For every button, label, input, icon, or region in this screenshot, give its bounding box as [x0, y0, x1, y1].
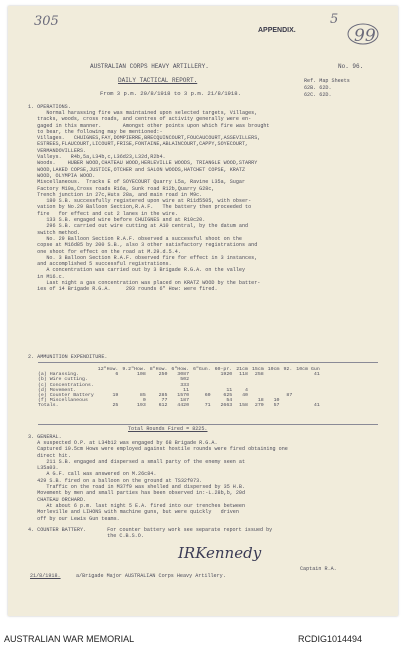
table-cell: 0	[142, 398, 146, 404]
operations-line: Factory M10a,Cross roads R16a, Sunk road R12b,Quarry G28c,	[28, 185, 215, 192]
general-line: At about 6 p.m. last night 5 E.A. fired into our trenches between	[28, 502, 246, 509]
operations-line: WOOD,LAKED COPSE,JUSTICE,OTCHER and SALON WOODS,HATCHET COPSE, KRATZ	[28, 166, 246, 173]
table-cell	[281, 403, 294, 408]
table-cell: 11	[226, 387, 233, 393]
ref-map-label: Ref. Map Sheets	[304, 78, 350, 84]
appendix-stamp: APPENDIX.	[258, 27, 296, 34]
table-cell: 1570	[177, 393, 190, 399]
signature-date: 21/8/1918.	[30, 573, 61, 579]
operations-line: No. 29 Balloon Section R.A.F. observed a successful shoot on the	[28, 235, 242, 242]
column-header: 10cm	[267, 367, 280, 372]
operations-line: copse at M16d85 by 200 S.B., also 3 other satisfactory registrations and	[28, 242, 258, 249]
table-cell: 11	[183, 387, 190, 393]
ammunition-table	[38, 367, 322, 409]
general-line: direct hit.	[28, 452, 71, 459]
operations-line: fire for effect and cut 2 lanes in the wire.	[28, 210, 178, 217]
row-label: (a) Harassing.	[38, 372, 80, 378]
ref-map-row1: 62B. 62D.	[304, 85, 332, 91]
report-number: No. 96.	[338, 63, 364, 70]
general-body	[28, 440, 288, 522]
operations-line: gaged in this manner. Amongst other points upon which fire was brought	[28, 122, 270, 129]
table-cell: 118	[239, 372, 248, 378]
table-cell: 250	[158, 372, 168, 378]
general-line: 211 S.B. engaged and dispersed a small party of the enemy seen at	[28, 458, 246, 465]
column-header: 15cm	[251, 367, 264, 372]
page-number: 99	[354, 26, 376, 46]
signatory-rank: Captain R.A.	[300, 566, 337, 572]
table-cell: 57	[273, 403, 280, 409]
column-header: 6"How.	[171, 367, 190, 372]
column-header: 12"How.	[97, 367, 119, 372]
table-cell: 2663	[220, 403, 233, 409]
row-label: (d) Movement.	[38, 387, 77, 393]
operations-heading: 1. OPERATIONS.	[28, 104, 71, 110]
handwritten-reference: 305	[34, 14, 59, 29]
ref-map-row2: 62C. 62D.	[304, 92, 332, 98]
table-cell: 40	[242, 393, 248, 399]
operations-line: and accomplished 5 successful registrations.	[28, 261, 172, 268]
column-header: 21cm	[236, 367, 248, 372]
general-line: Traffic on the road in M37f9 was shelled and dispersed by 35 H.B.	[28, 484, 246, 491]
unit-title: AUSTRALIAN CORPS HEAVY ARTILLERY.	[90, 63, 209, 70]
table-cell: 612	[158, 403, 168, 409]
column-header: 10cm Gun	[296, 367, 320, 372]
row-label: (f) Miscellaneous	[38, 398, 88, 404]
general-line: 429 S.B. fired on a balloon on the ground at TS32f073.	[28, 477, 203, 484]
operations-line: 296 S.B. carried out wire cutting at A10 central, by the datum and	[28, 223, 249, 230]
table-cell: 85	[139, 393, 146, 399]
general-line: A G.F. call was answered on M.26c84.	[28, 471, 157, 478]
operations-line: Last night a gas concentration was placed on KRATZ WOOD by the batter-	[28, 280, 261, 287]
general-heading: 3. GENERAL.	[28, 434, 62, 440]
operations-line: 133 S.B. engaged wire before CHUIGNES and at R10c20.	[28, 217, 206, 224]
table-rule-top	[38, 362, 378, 363]
general-line: off by our Lewis Gun teams.	[28, 515, 120, 522]
page-number-circle-icon	[346, 22, 380, 46]
operations-line: to bear, the following may be mentioned:-	[28, 128, 163, 135]
report-period: From 3 p.m. 20/8/1918 to 3 p.m. 21/8/1918.	[100, 90, 241, 97]
operations-line: Woods. HUBER WOOD,CHATEAU WOOD,HERLEVILLE WOODS, TRIANGLE WOOD,STARRY	[28, 160, 258, 167]
table-cell: 625	[223, 393, 233, 399]
operations-line: in M16.c.	[28, 273, 65, 280]
table-cell: 54	[226, 398, 233, 404]
table-cell: 187	[180, 398, 190, 404]
operations-line: No. 3 Balloon Section R.A.F. observed fire for effect in 3 instances,	[28, 254, 258, 261]
table-cell: 285	[158, 393, 168, 399]
operations-line: A concentration was carried out by 3 Brigade R.G.A. on the valley	[28, 267, 246, 274]
operations-line: one shoot for effect on the road at M.29.d.5.4.	[28, 248, 181, 255]
column-header: 60-pr.	[214, 367, 233, 372]
signature: IRKennedy	[178, 544, 262, 562]
table-cell: 25	[112, 403, 119, 409]
table-cell: 270	[254, 403, 264, 409]
table-cell: 333	[180, 382, 190, 388]
counter_battery-line: For counter battery work see separate report issued by	[98, 527, 273, 533]
counter_battery-line: the C.B.S.O.	[98, 533, 144, 540]
general-line: Morleville and LIHONS with machine guns, but were quickly driven	[28, 509, 239, 516]
operations-line: Miscellaneous. Tracks E of SOYECOURT Quarry L5a, Ravine L35a, Sugar	[28, 179, 246, 186]
operations-line: switch method.	[28, 229, 80, 236]
table-rule-bottom	[38, 424, 378, 425]
table-row	[38, 403, 322, 408]
counter-battery-body	[98, 527, 272, 540]
table-cell: 4420	[177, 403, 190, 409]
general-line: Captured 10.5cm Hows were employed against hostile rounds were fired obtaining one	[28, 446, 288, 453]
row-label: Totals.	[38, 403, 59, 409]
operations-line: Trench junction in 27c,Huts 28a, and main road in M9c.	[28, 191, 203, 198]
table-cell: 77	[161, 398, 168, 404]
row-label: (c) Concentrations.	[38, 382, 94, 388]
table-cell: 87	[286, 393, 293, 399]
general-line: L35a03.	[28, 465, 59, 472]
operations-line: Villages. CHUIGNES,FAY,DOMPIERRE,BRECQUINCOURT,FOUCAUCOURT,ASSEVILLERS,	[28, 135, 261, 142]
row-label: (e) Counter Battery	[38, 393, 94, 399]
operations-line: Valleys. R4b,5a,L34b,c,L36d23,L32d,R2b4.	[28, 154, 166, 161]
table-cell: 10	[273, 398, 280, 404]
operations-line: vation by No.29 Balloon Section,R.A.F. The battery then proceeded to	[28, 204, 252, 211]
operations-line: ESTREES,FLAUCOURT,LICOURT,FRISE,FONTAINE,ABLAINCOURT,CAPPY,SOYECOURT,	[28, 141, 249, 148]
report-title: DAILY TACTICAL REPORT.	[118, 77, 198, 84]
table-cell: 1920	[220, 372, 233, 378]
table-cell: 502	[180, 377, 190, 383]
table-cell: 258	[254, 372, 264, 378]
table-cell: 193	[136, 403, 146, 409]
column-header: 6"Gun.	[193, 367, 211, 372]
footer-left: AUSTRALIAN WAR MEMORIAL	[4, 634, 135, 644]
general-line: Movement by men and small parties has been observed in:-L.28b,b, 20d	[28, 490, 246, 497]
operations-line: 180 S.B. successfully registered upon wire at R11d5505, with obser-	[28, 198, 252, 205]
ammunition-heading: 2. AMMUNITION EXPENDITURE.	[28, 354, 108, 360]
table-cell: 108	[136, 372, 146, 378]
table-cell: 19	[112, 393, 119, 399]
document-page	[8, 6, 398, 616]
row-label: (b) Wire cutting.	[38, 377, 88, 383]
operations-line: WOOD, OLYMPIA WOOD.	[28, 172, 96, 179]
operations-body	[28, 110, 269, 293]
table-cell: 41	[313, 372, 320, 378]
operations-line: tracks, woods, cross roads, and centres of activity generally were en-	[28, 116, 252, 123]
column-header: 8"How.	[149, 367, 168, 372]
signatory-role: a/Brigade Major AUSTRALIAN Corps Heavy Artillery.	[76, 573, 226, 579]
column-header: 92.	[283, 367, 293, 372]
general-line: A suspected O.P. at L34b12 was engaged by 68 Brigade R.G.A.	[28, 440, 218, 446]
table-cell: 4	[245, 387, 248, 393]
general-line: CHATEAU ORCHARD.	[28, 496, 87, 503]
table-cell: 6	[115, 372, 119, 378]
table-cell: 71	[204, 403, 211, 409]
table-cell: 41	[313, 403, 320, 409]
table-cell: 60	[204, 393, 211, 399]
operations-line: VERMANDOVILLERS.	[28, 147, 87, 154]
table-cell: 3087	[177, 372, 190, 378]
table-cell: 158	[239, 403, 248, 409]
operations-line: Normal harassing fire was maintained upon selected targets, Villages,	[28, 110, 258, 116]
operations-line: ies of 14 Brigade R.G.A. 293 rounds 6" How: were fired.	[28, 286, 218, 293]
corner-number: 5	[330, 12, 339, 27]
column-header: 9.2"How.	[122, 367, 146, 372]
table-cell: 18	[257, 398, 264, 404]
footer-right: RCDIG1014494	[298, 634, 363, 644]
counter-battery-heading: 4. COUNTER BATTERY.	[28, 527, 87, 533]
total-rounds: Total Rounds Fired = 8225.	[128, 426, 208, 432]
